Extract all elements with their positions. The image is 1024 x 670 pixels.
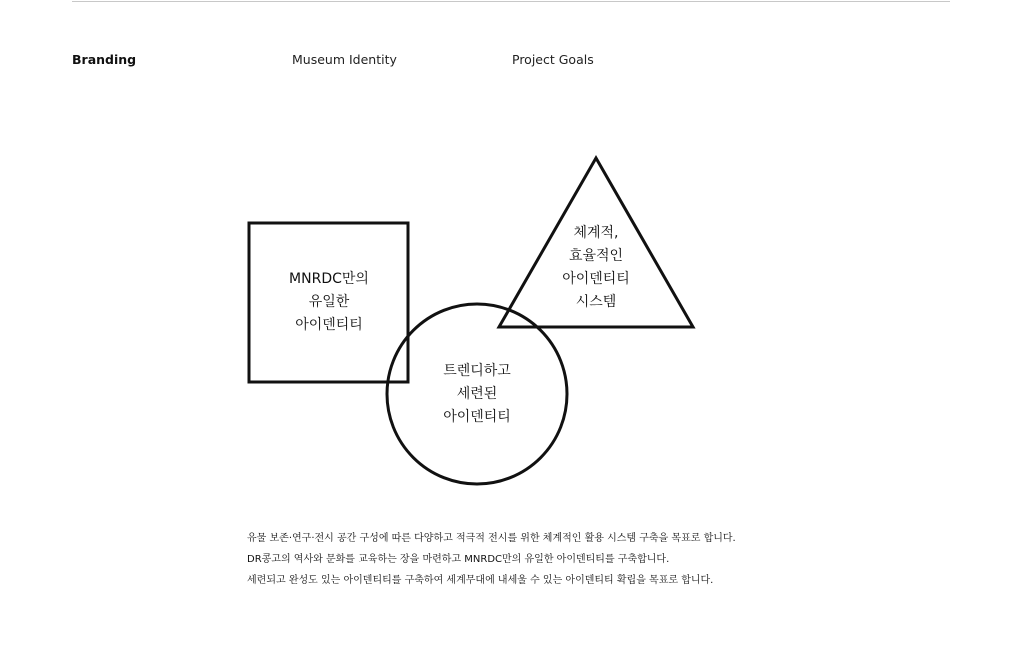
square-label-line: 아이덴티티: [295, 317, 363, 333]
circle-label-line: 아이덴티티: [443, 409, 511, 425]
triangle-label: [546, 222, 646, 314]
square-label: [279, 268, 379, 337]
triangle-label-line: 시스템: [575, 294, 617, 310]
triangle-label-line: 체계적,: [573, 225, 619, 241]
description-line: DR콩고의 역사와 문화를 교육하는 장을 마련하고 MNRDC만의 유일한 아이덴티티를 구축합니다.: [247, 554, 670, 565]
description-line: 세련되고 완성도 있는 아이덴티티를 구축하여 세계무대에 내세울 수 있는 아이덴티티 확립을 목표로 합니다.: [247, 575, 714, 586]
circle-label-line: 트렌디하고: [443, 363, 511, 379]
nav-item-museum-identity[interactable]: Museum Identity: [292, 52, 397, 67]
project-description: [247, 528, 867, 591]
circle-label-line: 세련된: [456, 386, 498, 402]
triangle-label-line: 효율적인: [568, 248, 624, 264]
nav-item-project-goals[interactable]: Project Goals: [512, 52, 594, 67]
nav-item-branding[interactable]: Branding: [72, 52, 137, 67]
triangle-label-line: 아이덴티티: [562, 271, 630, 287]
square-label-line: MNRDC만의: [289, 271, 369, 287]
circle-label: [427, 360, 527, 429]
square-label-line: 유일한: [308, 294, 350, 310]
description-line: 유물 보존·연구·전시 공간 구성에 따른 다양하고 적극적 전시를 위한 체계적인 활용 시스템 구축을 목표로 합니다.: [247, 533, 736, 544]
